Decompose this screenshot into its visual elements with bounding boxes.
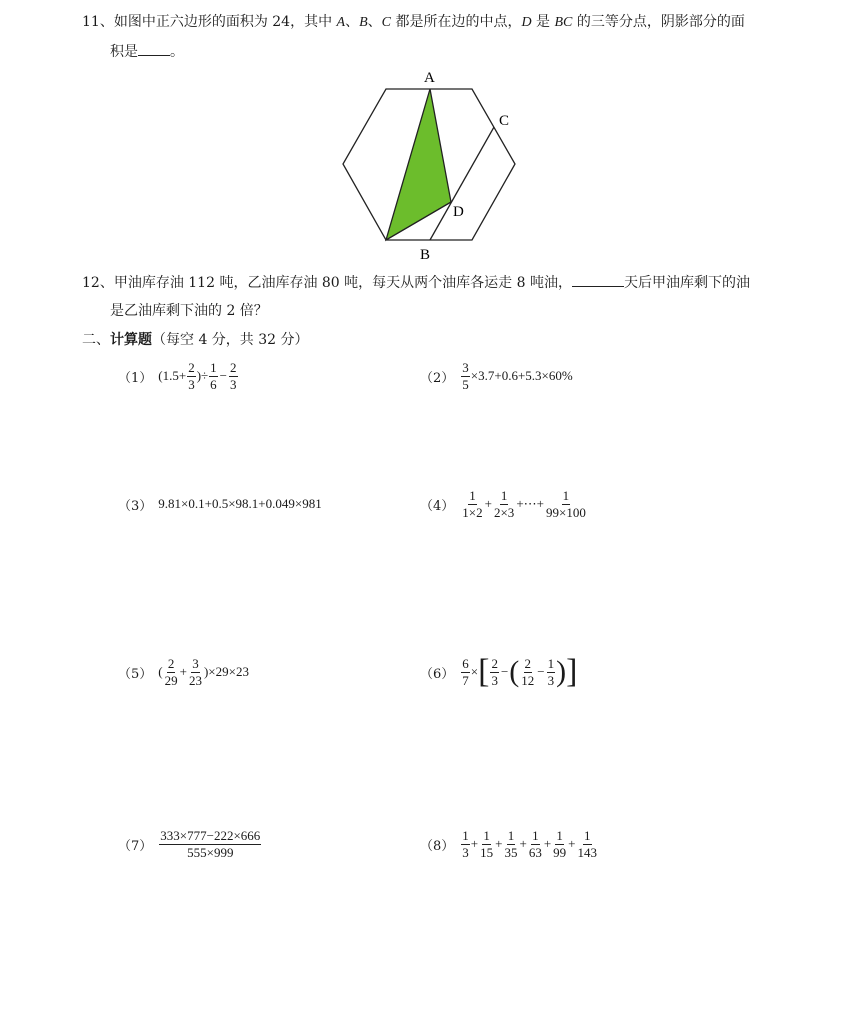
q11-number: 11、: [82, 14, 114, 30]
fraction: $\frac{1}{99\times 100}$: [545, 487, 586, 520]
fraction: $\frac{1}{2\times 3}$: [493, 487, 515, 520]
fraction: $\frac{1}{35}$: [504, 827, 518, 860]
hexagon-figure: [330, 62, 530, 272]
fraction: $\frac{1}{143}$: [577, 827, 597, 860]
fraction: $\frac{1}{99}$: [553, 827, 567, 860]
right-paren: ): [556, 655, 567, 688]
q12-answer-blank[interactable]: [572, 272, 624, 287]
fraction: $\frac{1}{6}$: [210, 359, 217, 392]
left-paren: (: [509, 655, 520, 688]
fraction: $\frac{1}{1\times 2}$: [462, 487, 483, 520]
fraction: $\frac{2}{3}$: [491, 655, 498, 688]
q11-answer-blank[interactable]: [138, 41, 170, 56]
q11-line-1: 11、如图中正六边形的面积为 24，其中 A、B、C 都是所在边的中点，D 是 BC 的三等分点，阴影部分的面: [82, 14, 745, 30]
label-d: D: [453, 204, 464, 220]
fraction: $\frac{1}{63}$: [528, 827, 542, 860]
fraction: $\frac{6}{7}$: [462, 655, 469, 688]
fraction: $\frac{2}{29}$: [164, 655, 178, 688]
problem-3: （3） 9.81×0.1+0.5×98.1+0.049×981: [118, 496, 322, 514]
problem-8: （8） $\frac{1}{3}$ + $\frac{1}{15}$ + $\frac{1}{35}$ + $\frac{1}{63}$ + $\frac{1}{99}$ + $\frac{1}{143}$: [420, 827, 597, 860]
problem-4: （4） $\frac{1}{1\times 2}$ + $\frac{1}{2\times 3}$ +⋯+ $\frac{1}{99\times 100}$: [420, 487, 586, 520]
q12-line-1: 12、甲油库存油 112 吨，乙油库存油 80 吨，每天从两个油库各运走 8 吨油， 天后甲油库剩下的油: [82, 272, 750, 293]
fraction: $\frac{2}{12}$: [521, 655, 535, 688]
problem-6: （6） $\frac{6}{7}$ × [ $\frac{2}{3}$ − ( $\frac{2}{12}$ − $\frac{1}{3}$ ) ]: [420, 653, 578, 690]
fraction: $\frac{2}{3}$: [188, 359, 195, 392]
fraction: $\frac{1}{15}$: [480, 827, 494, 860]
q12-line-2: 是乙油库剩下油的 2 倍？: [110, 303, 268, 319]
shaded-triangle: [386, 89, 451, 240]
fraction: $\frac{3}{5}$: [462, 359, 469, 392]
label-b: B: [420, 247, 431, 263]
fraction: $\frac{1}{3}$: [547, 655, 555, 688]
left-bracket: [: [478, 653, 490, 690]
section-title: 计算题: [110, 332, 152, 348]
section-heading: 二、计算题（每空 4 分，共 32 分）: [82, 332, 309, 348]
fraction: $\frac{333\times 777-222\times 666}{555\times 999}$: [160, 827, 261, 860]
fraction: $\frac{1}{3}$: [462, 827, 469, 860]
right-bracket: ]: [566, 653, 578, 690]
problem-2: （2） $\frac{3}{5}$ ×3.7+0.6+5.3×60%: [420, 359, 573, 392]
label-c: C: [499, 113, 510, 129]
problem-5: （5） ( $\frac{2}{29}$ + $\frac{3}{23}$ )×29×23: [118, 655, 249, 688]
fraction: $\frac{2}{3}$: [230, 359, 237, 392]
problem-7: （7） $\frac{333\times 777-222\times 666}{555\times 999}$: [118, 827, 261, 860]
q12-number: 12、: [82, 275, 114, 291]
q11-line-2: 积是 。: [110, 41, 184, 62]
label-a: A: [424, 70, 435, 86]
fraction: $\frac{3}{23}$: [188, 655, 202, 688]
problem-1: （1） (1.5+ $\frac{2}{3}$ )÷ $\frac{1}{6}$ − $\frac{2}{3}$: [118, 359, 237, 392]
